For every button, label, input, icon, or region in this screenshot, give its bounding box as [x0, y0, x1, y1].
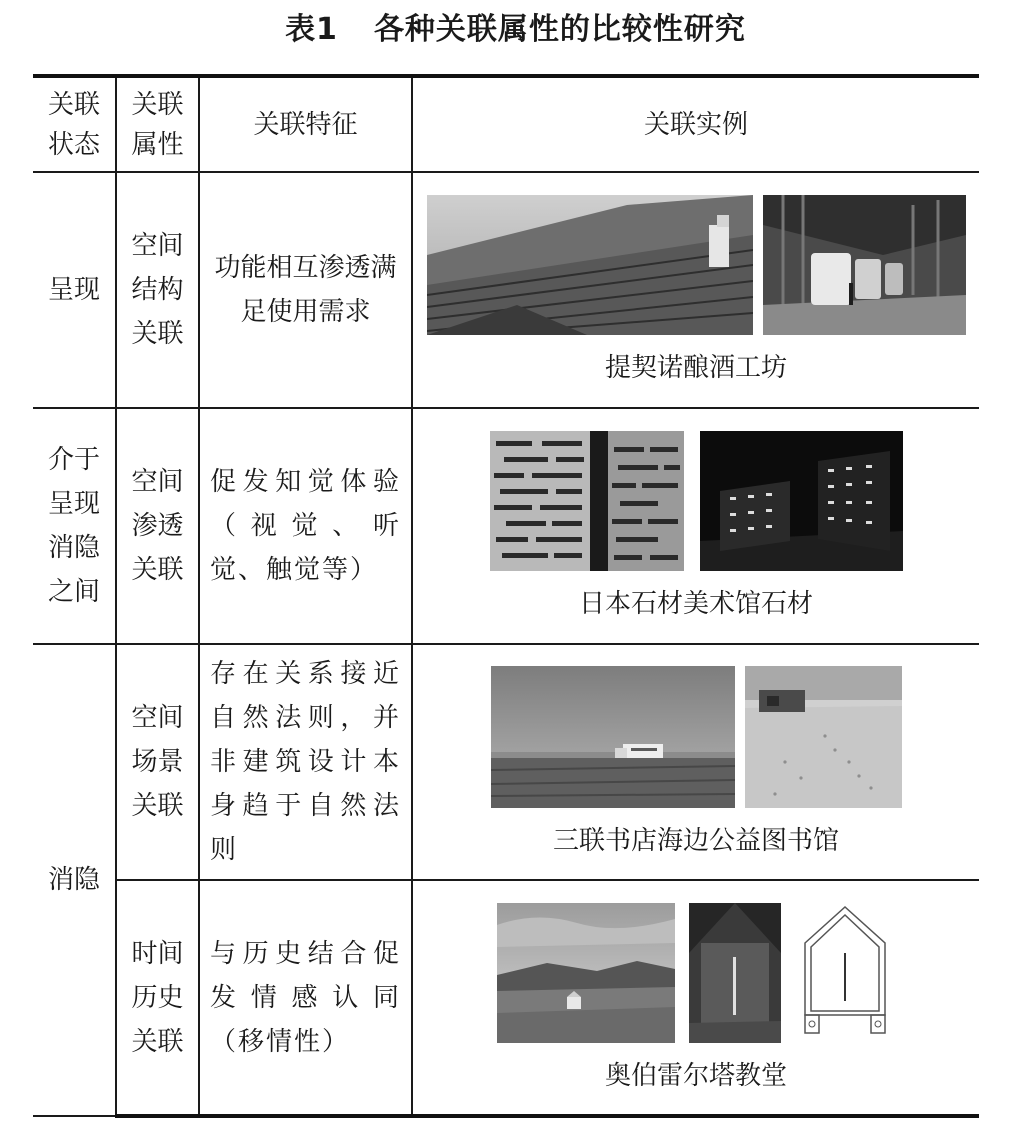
seaside-library-photo	[491, 666, 735, 808]
example-label: 三联书店海边公益图书馆	[552, 826, 839, 856]
header-feature: 关联特征	[199, 76, 412, 172]
header-example: 关联实例	[412, 76, 979, 172]
dark-gallery-photo	[700, 431, 903, 571]
example-cell	[412, 880, 979, 1116]
example-label: 提契诺酿酒工坊	[604, 353, 787, 383]
state-cell: 消隐	[33, 644, 116, 1116]
table-row	[33, 644, 979, 880]
chapel-interior-photo	[689, 903, 781, 1043]
header-state: 关联状态	[33, 76, 116, 172]
example-label: 奥伯雷尔塔教堂	[604, 1060, 787, 1091]
example-label: 日本石材美术馆石材	[578, 589, 813, 619]
header-row	[33, 76, 979, 172]
state-cell: 介于呈现消隐之间	[33, 408, 116, 644]
example-cell	[412, 644, 979, 880]
example-cell	[412, 172, 979, 408]
example-cell	[412, 408, 979, 644]
feature-cell: 促发知觉体验（视觉、听觉、触觉等）	[199, 408, 412, 644]
table-row	[33, 172, 979, 408]
table-title: 各种关联属性的比较性研究	[373, 12, 746, 47]
header-attribute: 关联属性	[116, 76, 199, 172]
feature-cell: 与历史结合促发情感认同（移情性）	[199, 880, 412, 1116]
stone-wall-photo	[490, 431, 684, 571]
attribute-cell: 空间渗透关联	[116, 408, 199, 644]
comparison-table	[33, 74, 979, 1118]
winery-interior-photo	[763, 195, 966, 335]
state-cell: 呈现	[33, 172, 116, 408]
table-row	[33, 880, 979, 1116]
table-row	[33, 408, 979, 644]
table-number: 表1	[285, 12, 338, 47]
table-caption	[0, 4, 1031, 48]
feature-cell: 存在关系接近自然法则，并非建筑设计本身趋于自然法则	[199, 644, 412, 880]
attribute-cell: 时间历史关联	[116, 880, 199, 1116]
feature-cell: 功能相互渗透满足使用需求	[199, 172, 412, 408]
attribute-cell: 空间场景关联	[116, 644, 199, 880]
vineyard-photo	[427, 195, 753, 335]
chapel-landscape-photo	[497, 903, 675, 1043]
beach-building-photo	[745, 666, 902, 808]
chapel-section-drawing	[795, 903, 895, 1043]
attribute-cell: 空间结构关联	[116, 172, 199, 408]
